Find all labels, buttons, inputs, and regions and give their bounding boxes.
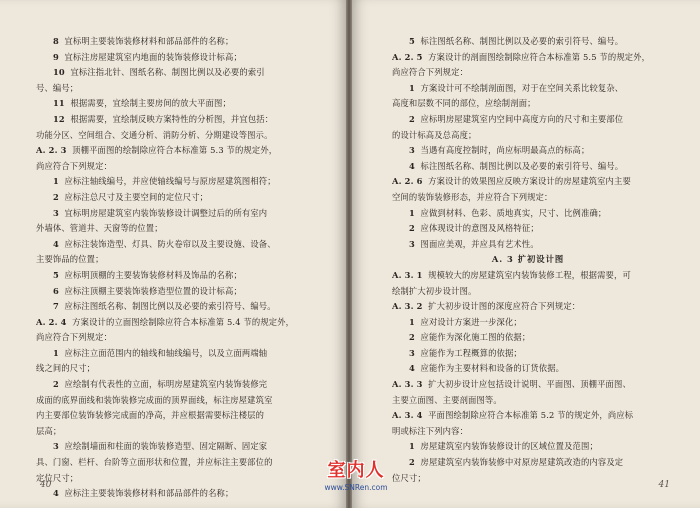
- text-line: [36, 268, 304, 284]
- line-text: 应体现设计的意图及风格特征；: [420, 223, 539, 234]
- text-line: [392, 50, 664, 66]
- line-text: 顶棚平面图的绘制除应符合本标准第 5.3 节的规定外，: [72, 145, 278, 156]
- text-line: [392, 361, 664, 377]
- line-text: 扩大初步设计应包括设计说明、平面图、顶棚平面图、: [428, 379, 631, 390]
- line-text: 宜标明主要装饰装修材料和部品部件的名称；: [64, 36, 234, 46]
- clause-number: 8: [53, 36, 59, 46]
- text-line: [392, 221, 664, 237]
- clause-number: 10: [53, 67, 65, 78]
- line-text: 尚应符合下列规定：: [36, 332, 113, 343]
- clause-number: 3: [53, 207, 59, 218]
- text-line: [36, 221, 304, 237]
- clause-number: A. 3. 1: [392, 269, 423, 280]
- text-line: [36, 284, 304, 300]
- text-line: [36, 112, 304, 128]
- line-text: 内主要部位装饰装修完成面的净高，并应根据需要标注楼层的: [36, 410, 265, 421]
- text-line: [36, 361, 304, 377]
- clause-number: A. 2. 5: [392, 51, 423, 62]
- line-text: 当遇有高度控制时，尚应标明最高点的标高；: [420, 145, 590, 156]
- text-line: [392, 65, 664, 81]
- right-page-number: 41: [658, 480, 670, 490]
- line-text: 尚应符合下列规定：: [36, 160, 113, 171]
- clause-number: 1: [409, 82, 415, 93]
- clause-number: 4: [53, 488, 59, 499]
- line-text: 应能作为工程概算的依据；: [420, 347, 522, 358]
- clause-number: 5: [409, 36, 415, 46]
- clause-number: A. 2. 4: [36, 316, 67, 327]
- clause-number: 1: [409, 316, 415, 327]
- line-text: 应标注图纸名称、制图比例以及必要的索引符号、编号。: [64, 301, 276, 312]
- text-line: [392, 315, 664, 331]
- clause-number: 2: [409, 457, 415, 468]
- text-line: [36, 393, 304, 409]
- line-text: 宜标注指北针、图纸名称、制图比例以及必要的索引: [70, 67, 265, 78]
- left-page: [0, 0, 346, 508]
- line-text: 尚应符合下列规定：: [392, 67, 469, 78]
- clause-number: A. 2. 6: [392, 176, 423, 187]
- clause-number: 3: [409, 238, 415, 249]
- line-text: 方案设计的剖面图绘制除应符合本标准第 5.5 节的规定外，: [428, 51, 651, 62]
- text-line: [36, 299, 304, 315]
- text-line: [36, 424, 304, 440]
- line-text: 主要饰品的位置；: [36, 254, 104, 265]
- clause-number: 1: [409, 441, 415, 452]
- clause-number: 3: [409, 145, 415, 156]
- line-text: 方案设计的立面图绘制除应符合本标准第 5.4 节的规定外，: [72, 316, 295, 327]
- line-text: 应能作为主要材料和设备的订货依据。: [420, 363, 565, 374]
- clause-number: 5: [53, 269, 59, 280]
- clause-number: 7: [53, 301, 59, 312]
- clause-number: 3: [53, 441, 59, 452]
- line-text: 空间的装饰装修形态，并应符合下列规定：: [392, 191, 553, 202]
- clause-number: A. 2. 3: [36, 145, 67, 156]
- text-line: [36, 190, 304, 206]
- text-line: [392, 96, 664, 112]
- line-text: 成面的底界面线和装饰装修完成面的顶界面线，标注房屋建筑室: [36, 394, 273, 405]
- text-line: [36, 96, 304, 112]
- text-line: [392, 299, 664, 315]
- text-line: [392, 455, 664, 471]
- clause-number: 1: [409, 207, 415, 218]
- text-line: [392, 128, 664, 144]
- text-line: [36, 330, 304, 346]
- line-text: 房屋建筑室内装饰装修设计的区域位置及范围；: [420, 441, 598, 452]
- line-text: 定位尺寸；: [36, 472, 79, 483]
- clause-number: 12: [53, 113, 65, 124]
- clause-number: 2: [409, 332, 415, 343]
- clause-number: 6: [53, 285, 59, 296]
- line-text: 明或标注下列内容：: [392, 425, 469, 436]
- text-line: [392, 174, 664, 190]
- text-line: [36, 50, 304, 66]
- text-line: [36, 315, 304, 331]
- clause-number: 3: [409, 347, 415, 358]
- text-line: [36, 159, 304, 175]
- text-line: [36, 65, 304, 81]
- clause-number: 1: [53, 176, 59, 187]
- line-text: 应标明顶棚的主要装饰装修材料及饰品的名称；: [64, 269, 242, 280]
- text-line: [392, 346, 664, 362]
- text-line: [36, 143, 304, 159]
- text-line: [392, 408, 664, 424]
- clause-number: 4: [409, 160, 415, 171]
- text-line: [36, 471, 304, 487]
- text-line: [392, 81, 664, 97]
- line-text: 线之间的尺寸；: [36, 363, 96, 374]
- line-text: 标注图纸名称、制图比例以及必要的索引符号、编号。: [420, 160, 624, 171]
- text-line: [36, 439, 304, 455]
- line-text: 房屋建筑室内装饰装修中对原房屋建筑改造的内容及定: [420, 457, 624, 468]
- section-heading: [392, 252, 664, 268]
- clause-number: 9: [53, 51, 59, 62]
- line-text: 宜标注房屋建筑室内地面的装饰装修设计标高；: [64, 51, 242, 62]
- line-text: 应对设计方案进一步深化；: [420, 316, 522, 327]
- text-line: [36, 408, 304, 424]
- line-text: 外墙体、管道井、天窗等的位置；: [36, 223, 163, 234]
- text-line: [36, 206, 304, 222]
- line-text: 根据需要，宜绘制主要房间的放大平面图；: [70, 98, 231, 109]
- text-line: [36, 81, 304, 97]
- text-line: [36, 377, 304, 393]
- watermark-url: www.SNRen.com: [324, 483, 388, 492]
- clause-number: A. 3. 4: [392, 410, 423, 421]
- text-line: [392, 143, 664, 159]
- text-line: [392, 439, 664, 455]
- line-text: 具、门窗、栏杆、台阶等立面形状和位置，并应标注主要部位的: [36, 457, 273, 468]
- clause-number: 2: [53, 191, 59, 202]
- text-line: [36, 34, 304, 50]
- line-text: 方案设计的效果图应反映方案设计的房屋建筑室内主要: [428, 176, 631, 187]
- text-line: [392, 393, 664, 409]
- clause-number: A. 3. 2: [392, 301, 423, 312]
- line-text: 应能作为深化施工图的依据；: [420, 332, 531, 343]
- line-text: 应绘制墙面和柱面的装饰装修造型、固定隔断、固定家: [64, 441, 268, 452]
- line-text: 方案设计可不绘制剖面图，对于在空间关系比较复杂、: [420, 82, 624, 93]
- clause-number: 4: [53, 238, 59, 249]
- line-text: 应标注总尺寸及主要空间的定位尺寸；: [64, 191, 209, 202]
- line-text: 平面图绘制除应符合本标准第 5.2 节的规定外，尚应标: [428, 410, 634, 421]
- text-line: [392, 34, 664, 50]
- clause-number: 2: [409, 113, 415, 124]
- text-line: [392, 159, 664, 175]
- line-text: 标注图纸名称、制图比例以及必要的索引符号、编号。: [420, 36, 624, 46]
- text-line: [392, 237, 664, 253]
- text-line: [392, 471, 664, 487]
- line-text: 宜标明房屋建筑室内装饰装修设计调整过后的所有室内: [64, 207, 268, 218]
- text-line: [36, 252, 304, 268]
- line-text: 主要立面图、主要剖面图等。: [392, 394, 502, 405]
- text-line: [392, 424, 664, 440]
- line-text: 功能分区、空间组合、交通分析、消防分析、分期建设等图示。: [36, 129, 273, 140]
- line-text: 号、编号；: [36, 82, 79, 93]
- text-line: [36, 174, 304, 190]
- text-line: [36, 455, 304, 471]
- clause-number: 11: [53, 98, 65, 109]
- text-line: [392, 190, 664, 206]
- line-text: 绘制扩大初步设计图。: [392, 285, 477, 296]
- text-line: [392, 377, 664, 393]
- line-text: 层高；: [36, 425, 62, 436]
- line-text: 应标注主要装饰装修材料和部品部件的名称；: [64, 488, 234, 499]
- line-text: 应标注顶棚主要装饰装修造型位置的设计标高；: [64, 285, 242, 296]
- line-text: 规模较大的房屋建筑室内装饰装修工程，根据需要，可: [428, 269, 631, 280]
- left-page-body: [36, 34, 304, 502]
- line-text: 图面应美观，并应具有艺术性。: [420, 238, 539, 249]
- line-text: 应标注轴线编号，并应使轴线编号与原房屋建筑图相符；: [64, 176, 276, 187]
- line-text: 应标注立面范围内的轴线和轴线编号，以及立面两端轴: [64, 347, 268, 358]
- text-line: [392, 330, 664, 346]
- clause-number: A. 3. 3: [392, 379, 423, 390]
- clause-number: 1: [53, 347, 59, 358]
- site-watermark: [286, 456, 426, 500]
- text-line: [36, 346, 304, 362]
- clause-number: 4: [409, 363, 415, 374]
- line-text: 应做到材料、色彩、质地真实，尺寸、比例准确；: [420, 207, 607, 218]
- text-line: [392, 112, 664, 128]
- text-line: [36, 486, 304, 502]
- line-text: 应标注装饰造型、灯具、防火卷帘以及主要设施、设备、: [64, 238, 276, 249]
- right-page-body: [392, 34, 664, 486]
- clause-number: 2: [409, 223, 415, 234]
- line-text: A. 3 扩初设计图: [491, 254, 565, 265]
- watermark-logo: 室内人: [327, 460, 385, 481]
- left-page-number: 40: [40, 480, 52, 490]
- line-text: 扩大初步设计图的深度应符合下列规定：: [428, 301, 581, 312]
- line-text: 根据需要，宜绘制反映方案特性的分析图，并宜包括：: [70, 113, 274, 124]
- line-text: 应标明房屋建筑室内空间中高度方向的尺寸和主要部位: [420, 113, 624, 124]
- right-page: [352, 0, 700, 508]
- line-text: 高度和层数不同的部位，应绘制剖面；: [392, 98, 536, 109]
- line-text: 位尺寸；: [392, 472, 426, 483]
- text-line: [392, 206, 664, 222]
- text-line: [392, 268, 664, 284]
- text-line: [36, 128, 304, 144]
- text-line: [392, 284, 664, 300]
- text-line: [36, 237, 304, 253]
- clause-number: 2: [53, 379, 59, 390]
- line-text: 应绘制有代表性的立面，标明房屋建筑室内装饰装修完: [64, 379, 268, 390]
- line-text: 的设计标高及总高度；: [392, 129, 477, 140]
